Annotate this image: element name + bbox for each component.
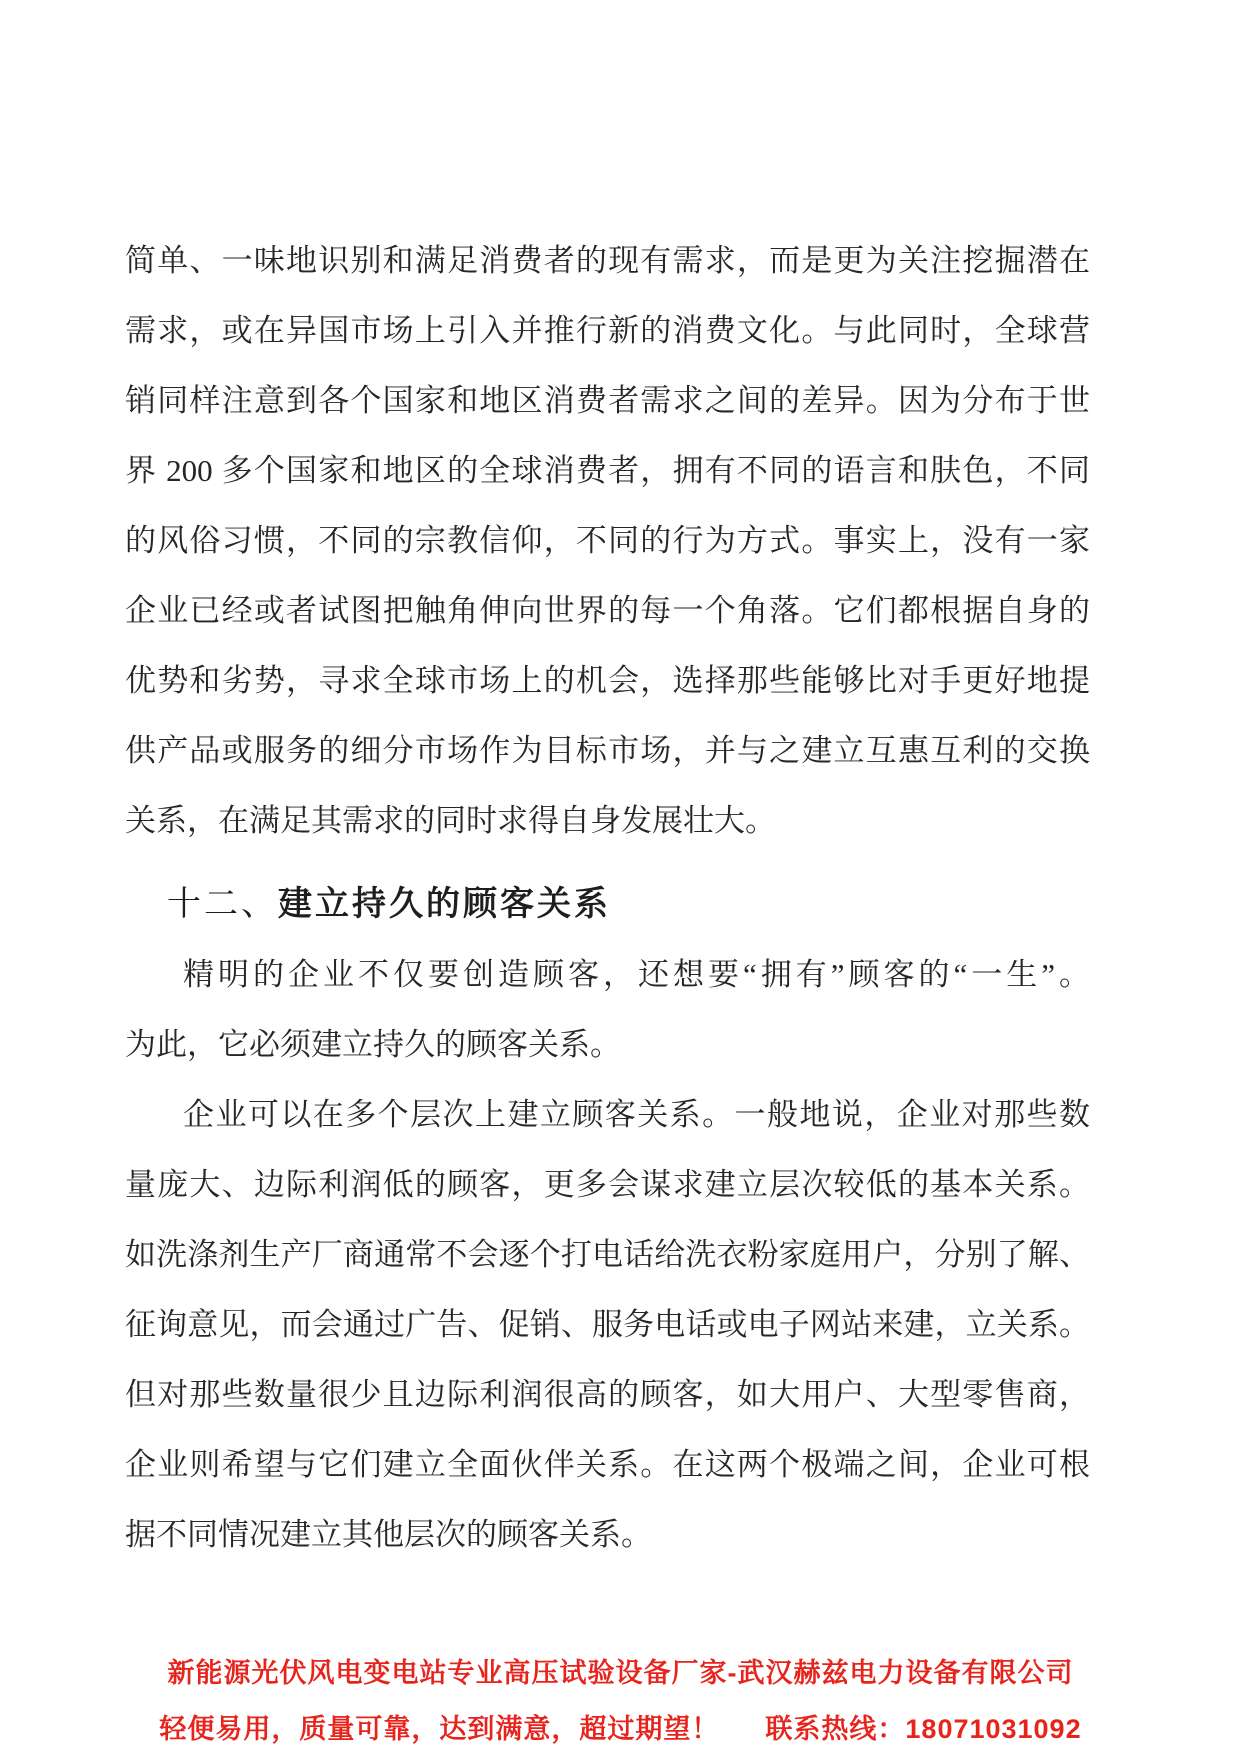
paragraph [125, 1080, 1090, 1570]
paragraph-line: 企业可以在多个层次上建立顾客关系。一般地说，企业对那些数 [183, 1097, 1090, 1132]
section-heading-number: 十二、 [167, 886, 278, 923]
paragraph-line: 企业则希望与它们建立全面伙伴关系。在这两个极端之间，企业可根 [125, 1447, 1090, 1482]
section-heading-title: 建立持久的顾客关系 [278, 886, 611, 923]
paragraph-line: 供产品或服务的细分市场作为目标市场，并与之建立互惠互利的交换 [125, 733, 1090, 768]
paragraph-line: 的风俗习惯，不同的宗教信仰，不同的行为方式。事实上，没有一家 [125, 523, 1090, 558]
paragraph [125, 940, 1090, 1080]
footer-company-line: 新能源光伏风电变电站专业高压试验设备厂家-武汉赫兹电力设备有限公司 [167, 1658, 1074, 1688]
paragraph-line: 征询意见，而会通过广告、促销、服务电话或电子网站来建，立关系。 [125, 1307, 1090, 1342]
footer-hotline: 联系热线：18071031092 [765, 1714, 1082, 1744]
footer-slogan: 轻便易用，质量可靠，达到满意，超过期望！ [159, 1714, 720, 1744]
paragraph-line: 关系，在满足其需求的同时求得自身发展壮大。 [125, 803, 776, 838]
document-body [125, 226, 1090, 1570]
paragraph-line: 据不同情况建立其他层次的顾客关系。 [125, 1517, 652, 1552]
paragraph-line: 需求，或在异国市场上引入并推行新的消费文化。与此同时，全球营 [125, 313, 1090, 348]
paragraph-line: 但对那些数量很少且边际利润很高的顾客，如大用户、大型零售商， [125, 1377, 1090, 1412]
section-heading [125, 870, 1090, 940]
paragraph-line: 界 200 多个国家和地区的全球消费者，拥有不同的语言和肤色，不同 [125, 453, 1090, 488]
footer-banner [0, 1645, 1241, 1754]
paragraph-line: 企业已经或者试图把触角伸向世界的每一个角落。它们都根据自身的 [125, 593, 1090, 628]
paragraph [125, 226, 1090, 856]
paragraph-line: 量庞大、边际利润低的顾客，更多会谋求建立层次较低的基本关系。 [125, 1167, 1090, 1202]
paragraph-line: 如洗涤剂生产厂商通常不会逐个打电话给洗衣粉家庭用户，分别了解、 [125, 1237, 1090, 1272]
footer-slogan-line [0, 1701, 1241, 1754]
paragraph-line: 精明的企业不仅要创造顾客，还想要“拥有”顾客的“一生”。 [183, 957, 1090, 992]
paragraph-line: 优势和劣势，寻求全球市场上的机会，选择那些能够比对手更好地提 [125, 663, 1090, 698]
paragraph-line: 简单、一味地识别和满足消费者的现有需求，而是更为关注挖掘潜在 [125, 243, 1090, 278]
paragraph-line: 为此，它必须建立持久的顾客关系。 [125, 1027, 621, 1062]
paragraph-line: 销同样注意到各个国家和地区消费者需求之间的差异。因为分布于世 [125, 383, 1090, 418]
